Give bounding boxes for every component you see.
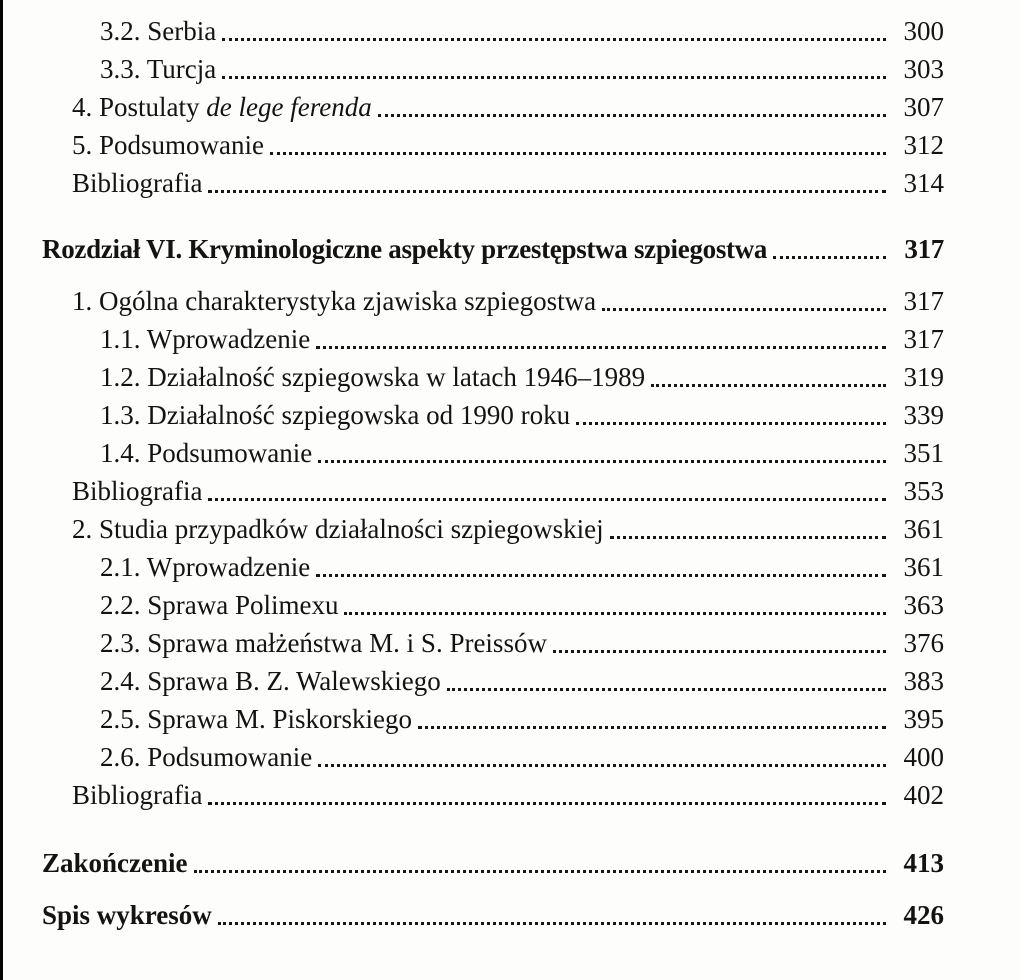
toc-entry-label: Bibliografia (72, 168, 203, 198)
dot-leader (318, 425, 886, 463)
toc-entry-label: 2.5. Sprawa M. Piskorskiego (100, 704, 412, 734)
toc-entry-label: 2.6. Podsumowanie (100, 742, 313, 772)
toc-entry-page: 376 (903, 628, 944, 658)
toc-entry-label: 2.1. Wprowadzenie (100, 552, 311, 582)
toc-entry-page: 317 (904, 234, 944, 264)
toc-entry-page: 314 (903, 168, 944, 198)
scan-edge-artifact (0, 0, 3, 980)
toc-entry-label: 2.3. Sprawa małżeństwa M. i S. Preissów (100, 628, 547, 658)
toc-entry-label: Rozdział VI. Kryminologiczne aspekty przestępstwa szpiegostwa (42, 234, 768, 264)
dot-leader (270, 117, 886, 155)
dot-leader (316, 311, 886, 349)
toc-entry-page: 307 (903, 92, 944, 122)
toc-entry-page: 361 (903, 552, 944, 582)
dot-leader (418, 691, 886, 729)
toc-entry-label: 5. Podsumowanie (72, 130, 264, 160)
toc-entry-label: 4. Postulaty de lege ferenda (72, 92, 372, 122)
dot-leader (194, 835, 887, 873)
dot-leader (208, 463, 886, 501)
toc-entry-label: Zakończenie (42, 848, 188, 878)
toc-entry-label: 2.2. Sprawa Polimexu (100, 590, 339, 620)
toc-entry-label: 1.2. Działalność szpiegowska w latach 1946–1989 (100, 362, 646, 392)
toc-entry-label: 2.4. Sprawa B. Z. Walewskiego (100, 666, 441, 696)
toc-entry-page: 300 (903, 16, 944, 46)
toc-entry-page: 363 (903, 590, 944, 620)
toc-entry-page: 402 (903, 780, 944, 810)
toc-entry-page: 312 (903, 130, 944, 160)
dot-leader (222, 41, 886, 79)
toc-entry-page: 317 (903, 324, 944, 354)
dot-leader (576, 387, 886, 425)
dot-leader (208, 767, 886, 805)
dot-leader (218, 887, 886, 925)
toc-entry-label: 3.3. Turcja (100, 54, 217, 84)
dot-leader (773, 221, 886, 259)
toc-entry-page: 361 (903, 514, 944, 544)
toc-entry-page: 319 (903, 362, 944, 392)
toc-entry-page: 426 (903, 900, 944, 930)
toc-entry-label: Spis wykresów (42, 900, 212, 930)
toc-entry-label: 3.2. Serbia (100, 16, 217, 46)
toc-entry-label: 2. Studia przypadków działalności szpiegowskiej (72, 514, 604, 544)
toc-entry-page: 383 (903, 666, 944, 696)
toc-entry-page: 339 (903, 400, 944, 430)
toc-entry-page: 400 (903, 742, 944, 772)
dot-leader (344, 577, 886, 615)
toc-entry-label: 1.3. Działalność szpiegowska od 1990 roku (100, 400, 571, 430)
toc-entry-label: 1.4. Podsumowanie (100, 438, 313, 468)
dot-leader (316, 539, 886, 577)
dot-leader (378, 79, 886, 117)
toc-entry-label: 1.1. Wprowadzenie (100, 324, 311, 354)
dot-leader (318, 729, 886, 767)
toc-entry-page: 353 (903, 476, 944, 506)
dot-leader (208, 155, 886, 193)
dot-leader (610, 501, 886, 539)
toc-entry (42, 896, 944, 934)
dot-leader (447, 653, 886, 691)
toc-entry (42, 844, 944, 882)
dot-leader (222, 3, 886, 41)
dot-leader (553, 615, 886, 653)
dot-leader (602, 273, 886, 311)
toc-entry-page: 395 (903, 704, 944, 734)
toc-entry (42, 776, 944, 814)
toc-entry-page: 413 (903, 848, 944, 878)
toc-entry-label: Bibliografia (72, 476, 203, 506)
toc-entry-label: Bibliografia (72, 780, 203, 810)
toc-entry (42, 164, 944, 202)
toc-entry-page: 303 (903, 54, 944, 84)
toc-entry-label: 1. Ogólna charakterystyka zjawiska szpiegostwa (72, 286, 597, 316)
toc-entry-page: 317 (903, 286, 944, 316)
toc-entry (42, 230, 944, 268)
dot-leader (651, 349, 886, 387)
toc-entry-page: 351 (903, 438, 944, 468)
